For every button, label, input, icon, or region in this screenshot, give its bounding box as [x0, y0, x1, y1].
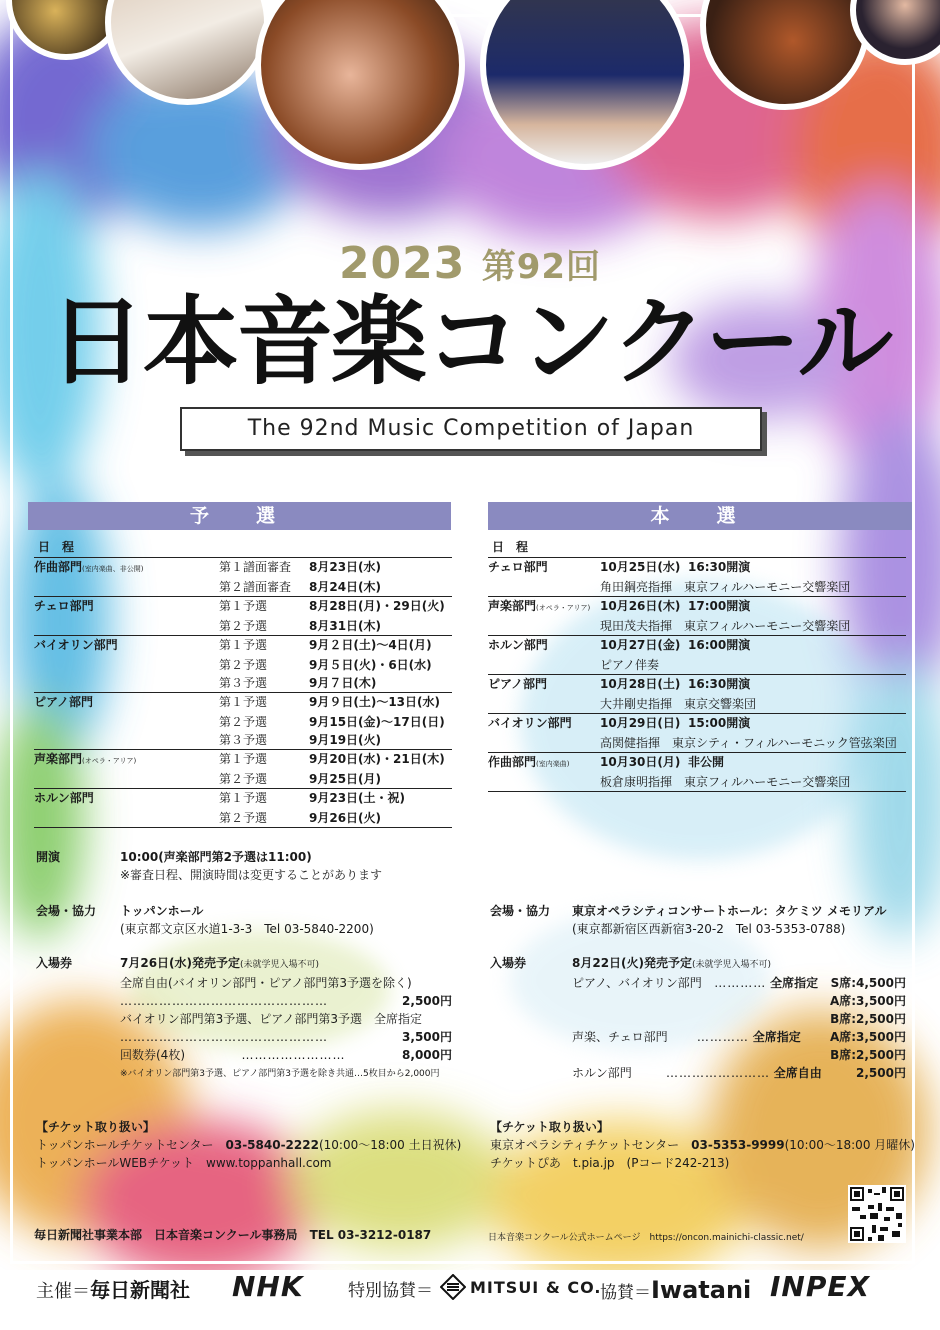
prelim-venue-name: トッパンホール — [120, 904, 204, 918]
final-handling-2-name: チケットぴあ — [490, 1156, 561, 1170]
table-row — [34, 750, 452, 771]
prelim-ticket-price3: 8,000円 — [402, 1048, 452, 1062]
final-schedule-table — [488, 557, 906, 793]
dept-note: (オペラ・アリア) — [82, 757, 137, 765]
dept-name: 声楽部門 — [34, 752, 83, 766]
prelim-start-note: ※審査日程、開演時間は変更することがあります — [120, 868, 383, 882]
dept-name: ホルン部門 — [34, 791, 94, 805]
table-row — [488, 636, 906, 657]
final-time: 15:00開演 — [688, 714, 906, 735]
prelim-handling-2-name: トッパンホールWEBチケット — [36, 1156, 195, 1170]
prelim-venue-label — [36, 902, 96, 920]
spacer — [488, 656, 600, 675]
prelim-round: 第２譜面審査 — [219, 580, 292, 594]
table-row — [34, 809, 452, 828]
table-row — [34, 770, 452, 789]
dept-name: ホルン部門 — [488, 638, 548, 652]
english-subtitle: The 92nd Music Competition of Japan — [180, 407, 762, 451]
support-sponsor — [600, 1276, 751, 1304]
table-row — [34, 713, 452, 731]
prelim-date: 9月９日(土)～13日(水) — [309, 693, 452, 714]
final-ticket-sale-note: (未就学児入場不可) — [692, 960, 772, 970]
nhk-logo: NHK — [232, 1270, 304, 1303]
final-date: 10月27日(金) — [600, 636, 688, 657]
mitsui-logo: MITSUI & CO. — [470, 1278, 602, 1297]
prelim-round: 第２予選 — [219, 715, 268, 729]
final-detail: 現田茂夫指揮 東京フィルハーモニー交響楽団 — [600, 619, 851, 633]
event-year-edition — [0, 238, 940, 289]
dept-name: チェロ部門 — [34, 599, 94, 613]
final-detail: 角田鋼亮指揮 東京フィルハーモニー交響楽団 — [600, 580, 851, 594]
mainichi-logo: 毎日新聞社 — [90, 1278, 190, 1302]
prelim-ticket-label-text: 入場券 — [36, 956, 73, 970]
final-detail: 板倉康明指揮 東京フィルハーモニー交響楽団 — [600, 775, 851, 789]
final-free: 全席自由 — [773, 1066, 822, 1080]
leader-dots: ………… — [696, 1030, 749, 1044]
prelim-round: 第１予選 — [219, 693, 309, 714]
final-handling-1-tel: 03-5353-9999 — [691, 1138, 785, 1152]
prelim-dept — [34, 713, 219, 731]
final-handling-2-code: (Pコード242-213) — [626, 1156, 730, 1170]
prelim-date: 9月23日(土・祝) — [309, 789, 452, 810]
table-row — [34, 617, 452, 636]
final-date: 10月26日(木) — [600, 597, 688, 618]
table-row — [34, 656, 452, 674]
prelim-start-time: 10:00(声楽部門第2予選は11:00) — [120, 850, 312, 864]
final-price-a1: A席:3,500円 — [829, 994, 906, 1008]
footer-site — [488, 1230, 804, 1243]
dept-name: バイオリン部門 — [34, 638, 118, 652]
final-dept — [488, 558, 600, 579]
final-ticket-label — [490, 954, 526, 972]
final-detail: 大井剛史指揮 東京交響楽団 — [600, 697, 757, 711]
prelim-start-value — [120, 848, 382, 884]
prelim-dept — [34, 731, 219, 750]
prelim-venue-label-text: 会場・協力 — [36, 904, 97, 918]
final-venue-label-text: 会場・協力 — [490, 904, 551, 918]
final-handling — [490, 1118, 915, 1172]
final-date: 10月28日(土) — [600, 675, 688, 696]
prelim-ticket — [120, 954, 452, 1064]
prelim-date: 9月５日(火)・6日(水) — [309, 658, 432, 672]
prelim-ticket-note: ※バイオリン部門第3予選、ピアノ部門第3予選を除き共通…5枚目から2,000円 — [120, 1069, 440, 1079]
final-ticket-group1: ピアノ、バイオリン部門 — [572, 976, 702, 990]
dept-name: チェロ部門 — [488, 560, 548, 574]
final-time: 16:30開演 — [688, 675, 906, 696]
final-date: 10月29日(日) — [600, 714, 688, 735]
inpex-logo: INPEX — [770, 1270, 871, 1303]
final-venue-address: (東京都新宿区西新宿3-20-2 Tel 03-5353-0788) — [572, 922, 846, 936]
qr-code[interactable] — [848, 1185, 906, 1243]
prelim-start-label: 開演 — [36, 850, 61, 864]
prelim-ticket-sale: 7月26日(水)発売予定 — [120, 956, 241, 970]
prelim-start — [36, 848, 60, 866]
footer-site-url[interactable]: https://oncon.mainichi-classic.net/ — [649, 1233, 804, 1243]
final-venue-name: 東京オペラシティコンサートホール：タケミツ メモリアル — [572, 904, 887, 918]
final-schedule-label: 日 程 — [492, 540, 529, 554]
prelim-schedule-label: 日 程 — [38, 540, 75, 554]
prelim-date: 9月20日(水)・21日(木) — [309, 750, 452, 771]
footer-office — [34, 1226, 431, 1244]
prelim-date: 9月19日(火) — [309, 733, 382, 747]
dept-name: ピアノ部門 — [34, 695, 94, 709]
prelim-round: 第１予選 — [219, 789, 309, 810]
final-venue-label — [490, 902, 550, 920]
prelim-dept — [34, 617, 219, 636]
leader-dots: ………………………………………… — [120, 1030, 328, 1044]
final-heading: 本 選 — [488, 502, 912, 530]
prelim-ticket-price1: 2,500円 — [402, 994, 452, 1008]
final-ticket — [572, 954, 906, 1082]
prelim-round: 第１予選 — [219, 636, 309, 657]
final-detail: ピアノ伴奏 — [600, 658, 660, 672]
dept-name: 声楽部門 — [488, 599, 537, 613]
final-date: 10月25日(水) — [600, 558, 688, 579]
final-price-a2: A席:3,500円 — [829, 1030, 906, 1044]
table-row — [488, 617, 906, 636]
prelim-handling — [36, 1118, 461, 1172]
final-time: 16:30開演 — [688, 558, 906, 579]
prelim-round: 第１予選 — [219, 750, 309, 771]
prelim-date: 9月15日(金)～17日(日) — [309, 715, 445, 729]
table-row — [34, 636, 452, 657]
sponsor-bar — [0, 1270, 940, 1330]
spacer — [488, 734, 600, 753]
spacer — [488, 617, 600, 636]
table-row — [488, 773, 906, 792]
final-venue — [572, 902, 887, 938]
table-end-rule — [488, 792, 906, 794]
prelim-handling-1-hours: (10:00～18:00 土日祝休) — [318, 1138, 462, 1152]
final-date: 10月30日(月) — [600, 753, 688, 774]
dept-name: ピアノ部門 — [488, 677, 548, 691]
dept-name: 作曲部門 — [488, 755, 537, 769]
table-row — [488, 753, 906, 774]
table-row — [488, 734, 906, 753]
prelim-round: 第２予選 — [219, 658, 268, 672]
table-row — [34, 578, 452, 597]
table-row — [488, 714, 906, 735]
dept-name: バイオリン部門 — [488, 716, 572, 730]
prelim-round: 第２予選 — [219, 619, 268, 633]
footer-office-name: 日本音楽コンクール事務局 — [154, 1228, 298, 1242]
leader-dots: ………………………………………… — [120, 994, 328, 1008]
final-handling-2-url[interactable]: t.pia.jp — [572, 1156, 615, 1170]
prelim-dept — [34, 809, 219, 828]
prelim-venue-address: (東京都文京区水道1-3-3 Tel 03-5840-2200) — [120, 922, 374, 936]
page-title: 日本音楽コンクール — [48, 286, 892, 398]
prelim-round: 第２予選 — [219, 772, 268, 786]
prelim-dept — [34, 597, 219, 618]
table-row — [488, 695, 906, 714]
edition: 第92回 — [481, 247, 602, 287]
spacer — [488, 578, 600, 597]
prelim-dept — [34, 789, 219, 810]
special-label: 特別協賛＝ — [348, 1281, 433, 1301]
table-row — [488, 558, 906, 579]
final-ticket-sale: 8月22日(火)発売予定 — [572, 956, 693, 970]
prelim-heading: 予 選 — [28, 502, 451, 530]
spacer — [488, 773, 600, 792]
table-row — [488, 675, 906, 696]
prelim-dept — [34, 558, 219, 579]
footer-org: 毎日新聞社事業本部 — [34, 1228, 143, 1242]
final-price-b2: B席:2,500円 — [830, 1048, 906, 1062]
table-row — [34, 789, 452, 810]
table-row — [34, 693, 452, 714]
prelim-schedule-table — [34, 557, 452, 829]
leader-dots: …………………… — [241, 1048, 346, 1062]
prelim-dept — [34, 578, 219, 597]
final-dept — [488, 714, 600, 735]
support-label: 協賛＝ — [600, 1283, 651, 1303]
prelim-dept — [34, 656, 219, 674]
prelim-handling-1-name: トッパンホールチケットセンター — [36, 1138, 214, 1152]
prelim-dept — [34, 674, 219, 693]
year: 2023 — [338, 238, 466, 289]
table-row — [34, 674, 452, 693]
final-time: 17:00開演 — [688, 597, 906, 618]
prelim-ticket-sale-note: (未就学児入場不可) — [240, 960, 320, 970]
prelim-date: 9月26日(火) — [309, 811, 382, 825]
prelim-dept — [34, 636, 219, 657]
final-dept — [488, 636, 600, 657]
table-row — [34, 597, 452, 618]
host-label: 主催＝ — [36, 1281, 90, 1302]
mitsui-mark-icon — [440, 1274, 466, 1300]
prelim-date: 9月２日(土)～4日(月) — [309, 636, 452, 657]
prelim-handling-label: 【チケット取り扱い】 — [36, 1120, 155, 1134]
dept-note: (室内楽曲、非公開) — [82, 565, 144, 573]
table-end-rule — [34, 828, 452, 830]
prelim-round: 第２予選 — [219, 811, 268, 825]
final-handling-label: 【チケット取り扱い】 — [490, 1120, 609, 1134]
prelim-dept — [34, 770, 219, 789]
dept-note: (オペラ・アリア) — [536, 604, 591, 612]
prelim-dept — [34, 750, 219, 771]
prelim-round: 第３予選 — [219, 733, 268, 747]
prelim-date: 8月24日(木) — [309, 580, 382, 594]
final-price-b1: B席:2,500円 — [830, 1012, 906, 1026]
prelim-date: 8月28日(月)・29日(火) — [309, 597, 452, 618]
footer-tel: TEL 03-3212-0187 — [309, 1228, 432, 1242]
final-price-s: S席:4,500円 — [830, 976, 906, 990]
final-handling-1-hours: (10:00～18:00 月曜休) — [784, 1138, 915, 1152]
footer-site-label: 日本音楽コンクール公式ホームページ — [488, 1233, 641, 1243]
prelim-date: 9月７日(木) — [309, 676, 377, 690]
prelim-ticket-label — [36, 954, 72, 972]
special-sponsor — [348, 1276, 433, 1301]
final-dept — [488, 675, 600, 696]
final-dept — [488, 753, 600, 774]
final-dept — [488, 597, 600, 618]
table-row — [488, 656, 906, 675]
final-handling-1-name: 東京オペラシティチケットセンター — [490, 1138, 680, 1152]
final-time: 16:00開演 — [688, 636, 906, 657]
spacer — [488, 695, 600, 714]
final-time: 非公開 — [688, 753, 906, 774]
final-ticket-group2: 声楽、チェロ部門 — [572, 1030, 668, 1044]
prelim-round: 第３予選 — [219, 676, 268, 690]
leader-dots: …………………… — [665, 1066, 770, 1080]
host-sponsor — [36, 1274, 190, 1303]
prelim-ticket-line3: 回数券(4枚) — [120, 1048, 185, 1062]
prelim-date: 8月23日(水) — [309, 558, 452, 579]
prelim-ticket-price2: 3,500円 — [402, 1030, 452, 1044]
table-row — [34, 731, 452, 750]
prelim-round: 第１譜面審査 — [219, 558, 309, 579]
prelim-date: 9月25日(月) — [309, 772, 382, 786]
dept-note: (室内楽曲) — [536, 760, 570, 768]
final-price-free: 2,500円 — [856, 1066, 906, 1080]
prelim-ticket-line1: 全席自由(バイオリン部門・ピアノ部門第3予選を除く) — [120, 976, 412, 990]
leader-dots: ………… — [714, 976, 767, 990]
table-row — [34, 558, 452, 579]
prelim-handling-2-url[interactable]: www.toppanhall.com — [206, 1156, 332, 1170]
dept-name: 作曲部門 — [34, 560, 83, 574]
prelim-date: 8月31日(木) — [309, 619, 382, 633]
prelim-handling-1-tel: 03-5840-2222 — [225, 1138, 319, 1152]
iwatani-logo: Iwatani — [651, 1276, 752, 1304]
final-reserved-1: 全席指定 — [770, 976, 819, 990]
final-ticket-group3: ホルン部門 — [572, 1066, 632, 1080]
table-row — [488, 597, 906, 618]
prelim-round: 第１予選 — [219, 597, 309, 618]
final-ticket-label-text: 入場券 — [490, 956, 527, 970]
prelim-venue — [120, 902, 374, 938]
final-detail: 高関健指揮 東京シティ・フィルハーモニック管弦楽団 — [600, 736, 897, 750]
table-row — [488, 578, 906, 597]
final-reserved-2: 全席指定 — [752, 1030, 801, 1044]
prelim-dept — [34, 693, 219, 714]
prelim-ticket-line2: バイオリン部門第3予選、ピアノ部門第3予選 全席指定 — [120, 1012, 422, 1026]
